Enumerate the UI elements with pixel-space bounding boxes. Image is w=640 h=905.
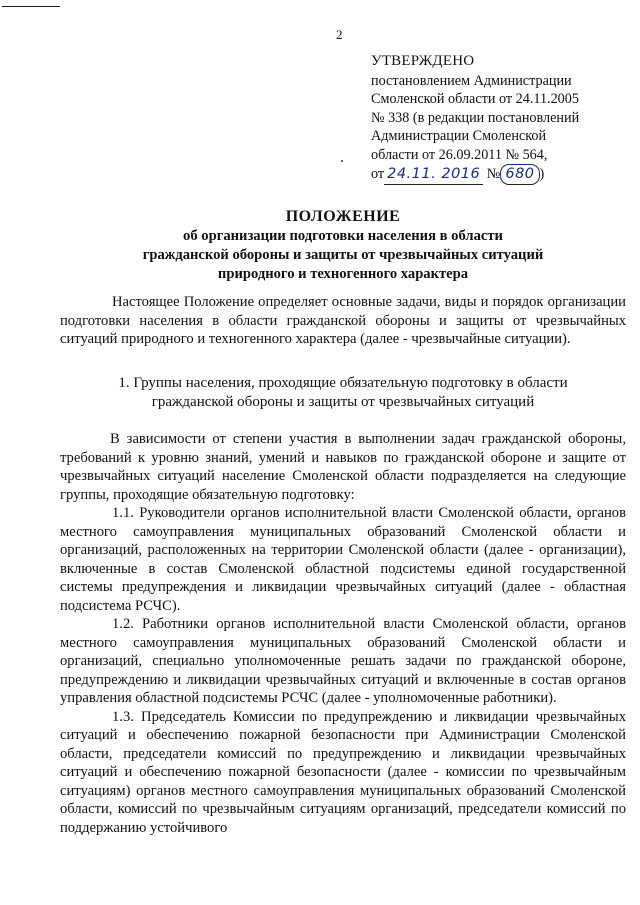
approval-line: Смоленской области от 24.11.2005	[371, 91, 579, 107]
page-number: 2	[336, 27, 343, 42]
approval-date-line	[371, 164, 633, 185]
approval-line: Администрации Смоленской	[371, 128, 547, 144]
section-item-1-3: 1.3. Председатель Комиссии по предупреждению и ликвидации чрезвычайных ситуаций и обеспечению пожарной безопасности при Администрации Смоленской области, председатели комиссий по предупреждению и ликвидации чрезвычайных ситуаций и обеспечению пожарной безопасности (далее - комиссии по чрезвычайным ситуациям) органов местного самоуправления муниципальных образований Смоленской области, комиссий по чрезвычайным ситуациям организаций, председатели комиссий по поддержанию устойчивого	[60, 708, 626, 836]
intro-paragraph	[60, 293, 626, 349]
header-rule	[2, 6, 60, 7]
intro-text: Настоящее Положение определяет основные задачи, виды и порядок организации подготовки населения в области гражданской обороны и защиты от чрезвычайных ситуаций природного и техногенного характера (далее - чрезвычайные ситуации).	[60, 294, 626, 347]
approval-number-sign: №	[486, 166, 501, 182]
section-heading-line: 1. Группы населения, проходящие обязательную подготовку в области	[118, 375, 568, 391]
title-line: гражданской обороны и защиты от чрезвычайных ситуаций	[142, 247, 544, 263]
approval-heading: УТВЕРЖДЕНО	[371, 53, 475, 69]
handwritten-date: 24.11. 2016	[384, 165, 483, 185]
title-line: об организации подготовки населения в области	[183, 228, 503, 244]
section-item-1-1: 1.1. Руководители органов исполнительной власти Смоленской области, органов местного самоуправления муниципальных образований Смоленской области и организаций, расположенных на территории Смоленской области (далее - организации), включенные в состав Смоленской областной подсистемы единой государственной системы предупреждения и ликвидации чрезвычайных ситуаций (далее - областная подсистема РСЧС).	[60, 505, 626, 614]
document-title	[60, 207, 626, 284]
section-heading	[60, 374, 626, 412]
section-body	[60, 430, 626, 837]
approval-closing-paren: )	[539, 166, 545, 182]
section-paragraph: В зависимости от степени участия в выполнении задач гражданской обороны, требований к уровню знаний, умений и навыков по гражданской обороне и защите от чрезвычайных ситуаций население Смоленской области подразделяется на следующие группы, проходящие обязательную подготовку:	[60, 431, 626, 503]
section-heading-line: гражданской обороны и защиты от чрезвычайных ситуаций	[151, 394, 535, 410]
section-item-1-2: 1.2. Работники органов исполнительной власти Смоленской области, органов местного самоуправления муниципальных образований Смоленской области и организаций, специально уполномоченные решать задачи по гражданской обороне, предупреждению и ликвидации чрезвычайных ситуаций и включенные в состав органов управления областной подсистемы РСЧС (далее - уполномоченные работники).	[60, 616, 626, 706]
approval-line: № 338 (в редакции постановлений	[371, 109, 580, 126]
title-main: ПОЛОЖЕНИЕ	[285, 208, 401, 225]
approval-line: постановлением Администрации	[371, 72, 572, 89]
title-line: природного и техногенного характера	[217, 266, 469, 282]
approval-line: области от 26.09.2011 № 564,	[371, 146, 548, 163]
scan-speck	[341, 160, 343, 162]
approval-date-prefix: от	[371, 166, 385, 182]
handwritten-number: 680	[500, 164, 539, 185]
approval-block	[371, 52, 633, 185]
